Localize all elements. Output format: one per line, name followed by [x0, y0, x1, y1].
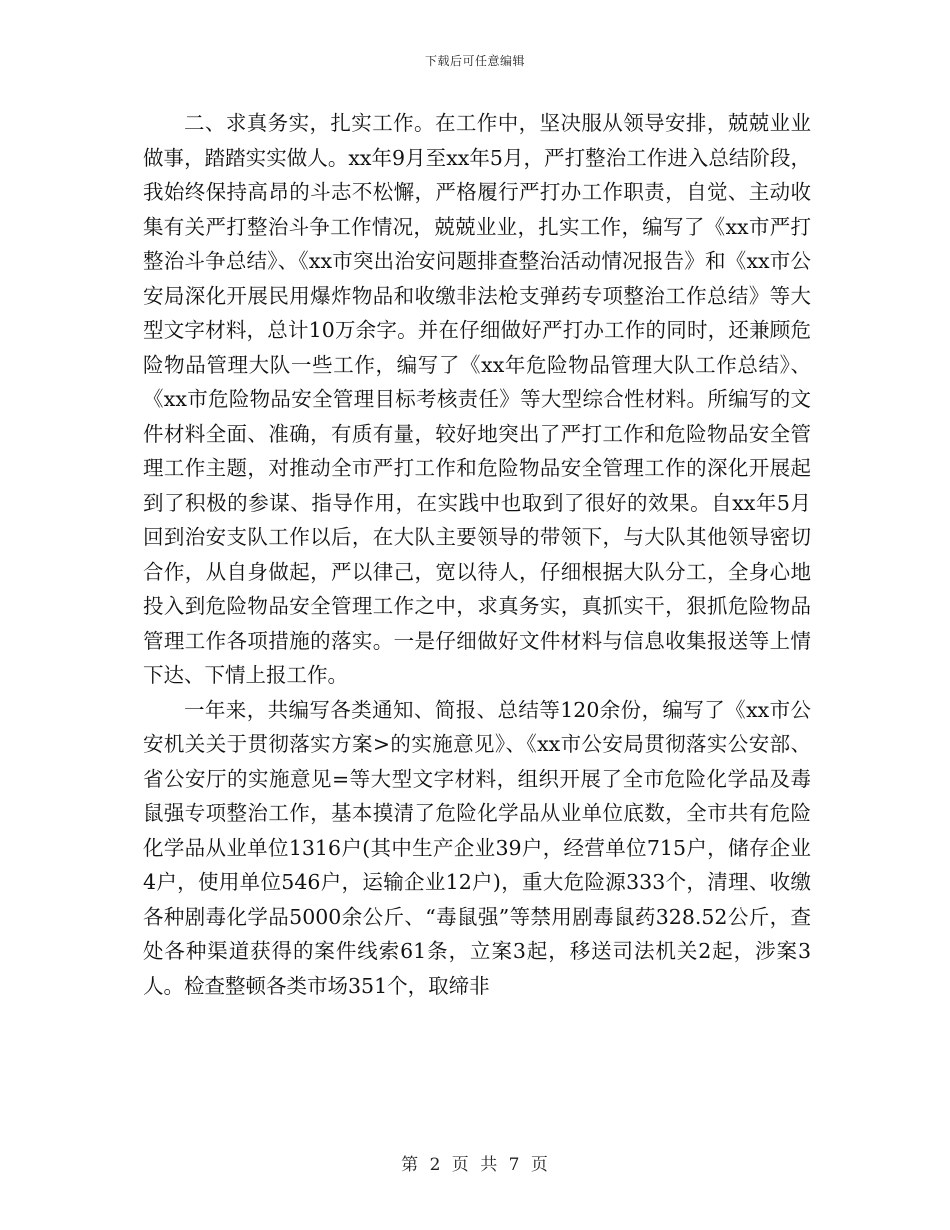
- document-body: [143, 106, 811, 1003]
- page-number-footer: 第 2 页 共 7 页: [401, 1155, 549, 1175]
- body-paragraph-2: 一年来，共编写各类通知、简报、总结等120余份，编写了《xx市公安机关关于贯彻落实方案>的实施意见》、《xx市公安局贯彻落实公安部、省公安厅的实施意见=等大型文字材料，组织开展了全市危险化学品及毒鼠强专项整治工作，基本摸清了危险化学品从业单位底数，全市共有危险化学品从业单位1316户(其中生产企业39户，经营单位715户，储存企业4户，使用单位546户，运输企业12户)，重大危险源333个，清理、收缴各种剧毒化学品5000余公斤、“毒鼠强”等禁用剧毒鼠药328.52公斤，查处各种渠道获得的案件线索61条，立案3起，移送司法机关2起，涉案3人。检查整顿各类市场351个，取缔非: [143, 697, 811, 998]
- page-header: 下载后可任意编辑: [424, 54, 525, 68]
- body-paragraph-1: 二、求真务实，扎实工作。在工作中，坚决服从领导安排，兢兢业业做事，踏踏实实做人。xx年9月至xx年5月，严打整治工作进入总结阶段，我始终保持高昂的斗志不松懈，严格履行严打办工作职责，自觉、主动收集有关严打整治斗争工作情况，兢兢业业，扎实工作，编写了《xx市严打整治斗争总结》、《xx市突出治安问题排查整治活动情况报告》和《xx市公安局深化开展民用爆炸物品和收缴非法枪支弹药专项整治工作总结》等大型文字材料，总计10万余字。并在仔细做好严打办工作的同时，还兼顾危险物品管理大队一些工作，编写了《xx年危险物品管理大队工作总结》、《xx市危险物品安全管理目标考核责任》等大型综合性材料。所编写的文件材料全面、准确，有质有量，较好地突出了严打工作和危险物品安全管理工作主题，对推动全市严打工作和危险物品安全管理工作的深化开展起到了积极的参谋、指导作用，在实践中也取到了很好的效果。自xx年5月回到治安支队工作以后，在大队主要领导的带领下，与大队其他领导密切合作，从自身做起，严以律己，宽以待人，仔细根据大队分工，全身心地投入到危险物品安全管理工作之中，求真务实，真抓实干，狠抓危险物品管理工作各项措施的落实。一是仔细做好文件材料与信息收集报送等上情下达、下情上报工作。: [143, 111, 811, 687]
